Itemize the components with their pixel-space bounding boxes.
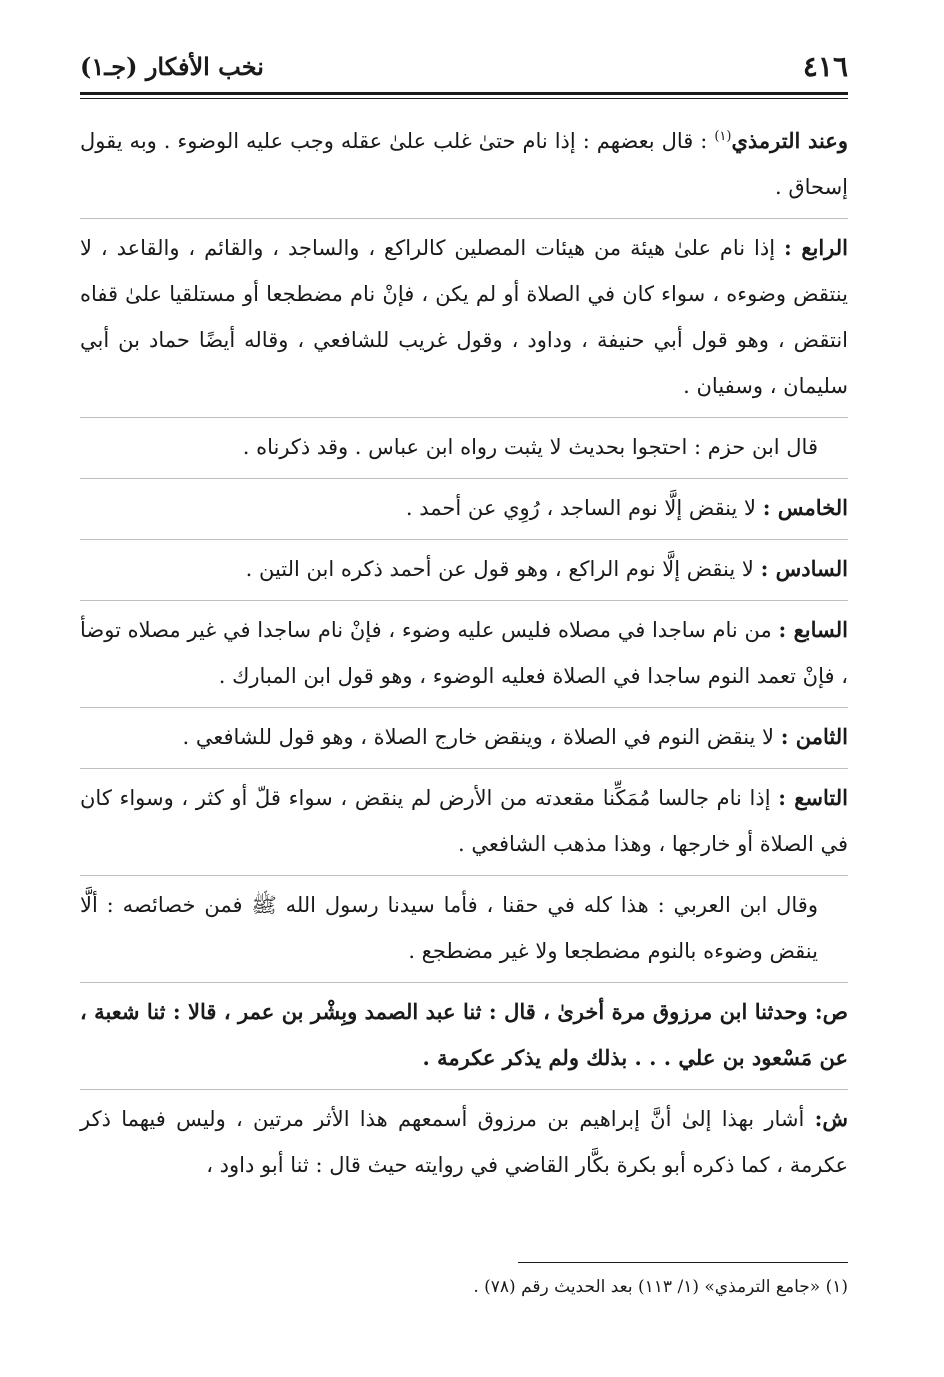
paragraph-tirmidhi (80, 118, 848, 210)
paragraph-text: إذا نام علىٰ هيئة من هيئات المصلين كالراكع ، والساجد ، والقائم ، والقاعد ، لا ينتقض وضوءه ، سواء كان في الصلاة أو لم يكن ، فإنْ نام مضطجعا أو مستلقيا علىٰ قفاه انتقض ، وهو قول أبي حنيفة ، وداود ، وقول غريب للشافعي ، وقاله أيضًا حماد بن أبي سليمان ، وسفيان . (80, 236, 848, 398)
footnote-marker: (١) (714, 129, 732, 144)
paragraph-ibn-hazm (80, 424, 848, 470)
paragraph-lead: السادس : (760, 556, 848, 581)
paragraph-divider (80, 218, 848, 219)
paragraph-lead: وعند الترمذي (731, 128, 848, 153)
paragraph-text: قال ابن حزم : احتجوا بحديث لا يثبت رواه ابن عباس . وقد ذكرناه . (242, 435, 818, 459)
paragraph-commentary (80, 1096, 848, 1188)
paragraph-text: لا ينقض إلَّا نوم الراكع ، وهو قول عن أحمد ذكره ابن التين . (245, 557, 754, 581)
paragraph-divider (80, 875, 848, 876)
header-rule-thin (80, 98, 848, 99)
paragraph-text: وحدثنا ابن مرزوق مرة أخرىٰ ، قال : ثنا عبد الصمد وبِشْر بن عمر ، قالا : ثنا شعبة ، عن مَسْعود بن علي . . . بذلك ولم يذكر عكرمة . (80, 999, 848, 1070)
paragraph-text: لا ينقض النوم في الصلاة ، وينقض خارج الصلاة ، وهو قول للشافعي . (182, 725, 775, 749)
paragraph-divider (80, 982, 848, 983)
paragraph-divider (80, 539, 848, 540)
book-title: نخب الأفكار (جـ١) (80, 52, 264, 81)
paragraph-ibn-arabi (80, 882, 848, 974)
paragraph-fourth (80, 225, 848, 409)
paragraph-text: وقال ابن العربي : هذا كله في حقنا ، فأما سيدنا رسول الله ﷺ فمن خصائصه : ألَّا ينقض وضوءه بالنوم مضطجعا ولا غير مضطجع . (80, 893, 818, 963)
paragraph-divider (80, 417, 848, 418)
paragraph-seventh (80, 607, 848, 699)
page-header (80, 50, 848, 90)
paragraph-lead: الرابع : (784, 235, 848, 260)
paragraph-text: أشار بهذا إلىٰ أنَّ إبراهيم بن مرزوق أسمعهم هذا الأثر مرتين ، وليس فيهما ذكر عكرمة ، كما ذكره أبو بكرة بكَّار القاضي في روايته حيث قال : ثنا أبو داود ، (80, 1107, 848, 1177)
paragraph-divider (80, 707, 848, 708)
paragraph-text: لا ينقض إلَّا نوم الساجد ، رُوِي عن أحمد . (405, 496, 757, 520)
paragraph-divider (80, 478, 848, 479)
paragraph-lead: السابع : (778, 617, 848, 642)
paragraph-fifth (80, 485, 848, 531)
paragraph-divider (80, 600, 848, 601)
paragraph-text: إذا نام جالسا مُمَكِّنا مقعدته من الأرض لم ينقض ، سواء قلّ أو كثر ، وسواء كان في الصلاة أو خارجها ، وهذا مذهب الشافعي . (80, 786, 848, 856)
paragraph-hadith-text (80, 989, 848, 1081)
body-text (80, 118, 848, 1196)
paragraph-sixth (80, 546, 848, 592)
paragraph-lead: ص: (814, 999, 848, 1024)
footnote: (١) «جامع الترمذي» (١/ ١١٣) بعد الحديث رقم (٧٨) . (473, 1277, 848, 1297)
paragraph-lead: الثامن : (780, 724, 848, 749)
paragraph-lead: الخامس : (762, 495, 848, 520)
paragraph-lead: التاسع : (778, 785, 848, 810)
header-rule-thick (80, 92, 848, 95)
paragraph-ninth (80, 775, 848, 867)
paragraph-text: من نام ساجدا في مصلاه فليس عليه وضوء ، فإنْ نام ساجدا في غير مصلاه توضأ ، فإنْ تعمد النوم ساجدا في الصلاة فعليه الوضوء ، وهو قول ابن المبارك . (80, 618, 848, 688)
footnote-rule (518, 1262, 848, 1263)
paragraph-eighth (80, 714, 848, 760)
paragraph-lead: ش: (814, 1106, 848, 1131)
page-number: ٤١٦ (802, 50, 848, 83)
paragraph-text: : قال بعضهم : إذا نام حتىٰ غلب علىٰ عقله وجب عليه الوضوء . وبه يقول إسحاق . (80, 129, 848, 199)
paragraph-divider (80, 768, 848, 769)
paragraph-divider (80, 1089, 848, 1090)
